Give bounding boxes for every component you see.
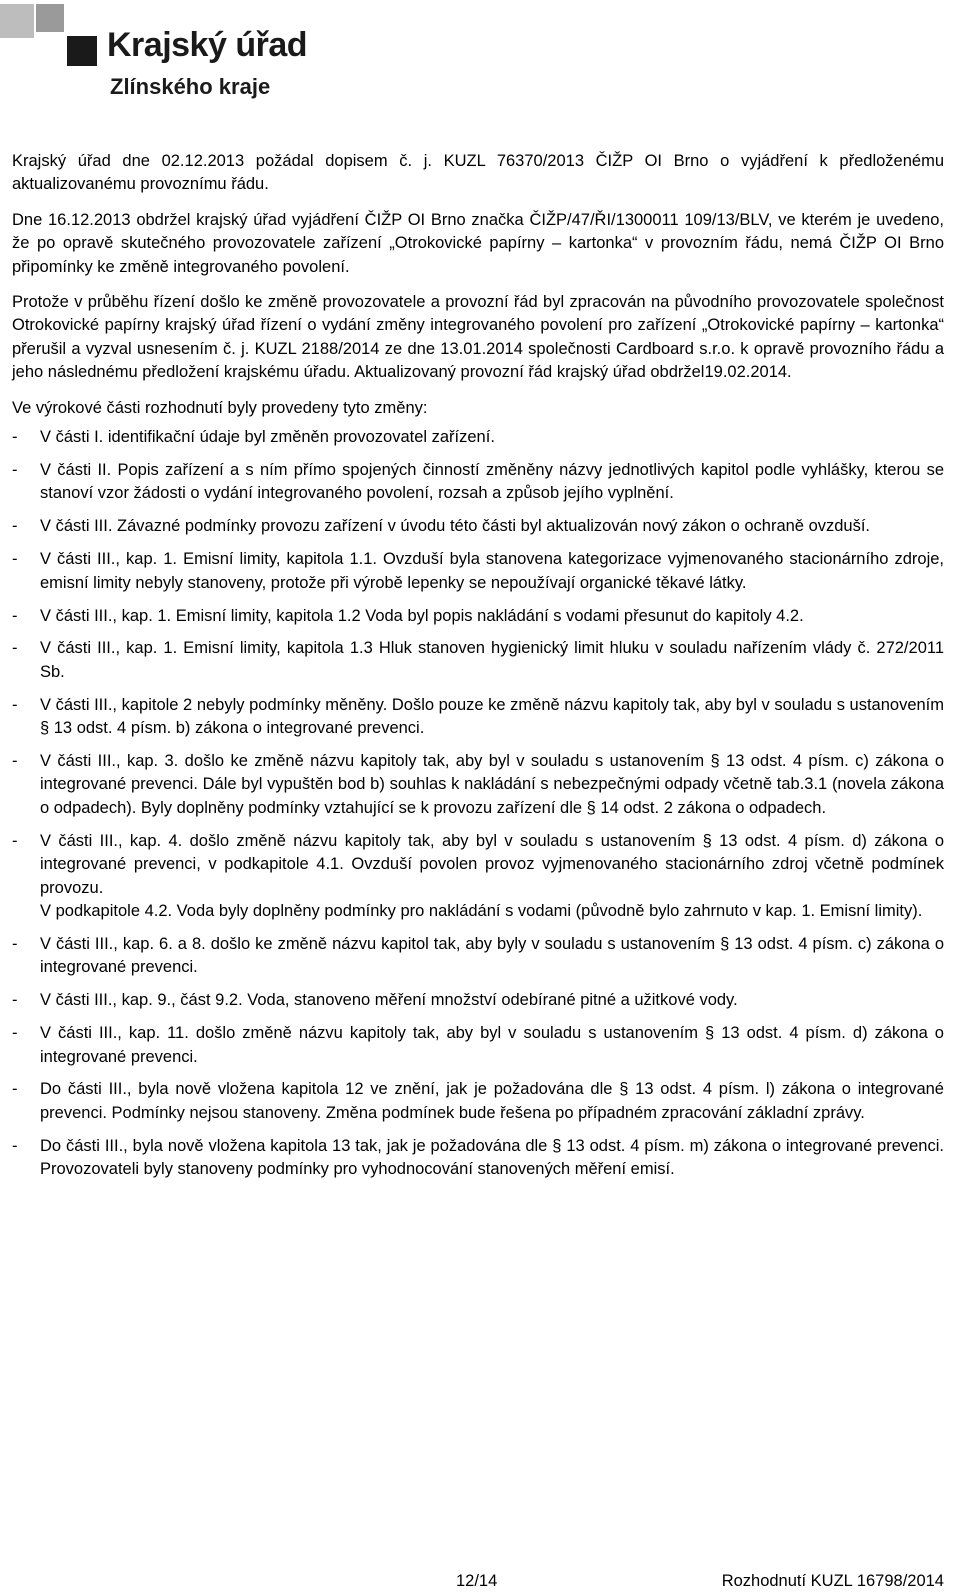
logo-square-dark	[67, 36, 97, 66]
list-item	[12, 605, 944, 628]
list-dash: -	[12, 517, 18, 536]
list-item-text: V části III. Závazné podmínky provozu zařízení v úvodu této části byl aktualizován nový zákon o ochraně ovzduší.	[40, 517, 871, 536]
paragraph: Ve výrokové části rozhodnutí byly provedeny tyto změny:	[12, 398, 428, 417]
logo-title: Krajský úřad	[107, 26, 307, 64]
page-number: 12/14	[456, 1572, 498, 1590]
logo-square-mid	[36, 4, 64, 32]
list-item-text: V části III., kap. 9., část 9.2. Voda, stanoveno měření množství odebírané pitné a užitkové vody.	[40, 991, 738, 1010]
list-item-subtext: V podkapitole 4.2. Voda byly doplněny podmínky pro nakládání s vodami (původně bylo zahrnuto v kap. 1. Emisní limity).	[40, 901, 923, 920]
list-dash: -	[12, 639, 18, 658]
document-reference: Rozhodnutí KUZL 16798/2014	[721, 1572, 944, 1590]
list-item	[12, 548, 944, 595]
list-item	[12, 830, 944, 924]
list-item-text: V části I. identifikační údaje byl změněn provozovatel zařízení.	[40, 428, 495, 447]
list-item	[12, 1078, 944, 1125]
document-body	[12, 150, 944, 1191]
list-dash: -	[12, 991, 18, 1010]
list-item-text: Do části III., byla nově vložena kapitola 13 tak, jak je požadována dle § 13 odst. 4 písm. m) zákona o integrované prevenci. Provozovateli byly stanoveny podmínky pro vyhodnocování stanovených měření emisí.	[40, 1136, 944, 1179]
list-item	[12, 515, 944, 538]
list-dash: -	[12, 695, 18, 714]
list-item-group	[40, 830, 944, 924]
list-item-text: Do části III., byla nově vložena kapitola 12 ve znění, jak je požadována dle § 13 odst. 4 písm. l) zákona o integrované prevenci. Podmínky nejsou stanoveny. Změna podmínek bude řešena po případném zpracování základní zprávy.	[40, 1080, 944, 1122]
list-item	[12, 694, 944, 741]
list-dash: -	[12, 550, 18, 569]
list-dash: -	[12, 606, 18, 625]
list-item-text: V části III., kap. 3. došlo ke změně názvu kapitoly tak, aby byl v souladu s ustanovením § 13 odst. 4 písm. c) zákona o integrované prevenci. Dále byl vypuštěn bod b) souhlas k nakládání s nebezpečnými odpady včetně tab.3.1 (novela zákona o odpadech). Byly doplněny podmínky vztahující se k provozu zařízení dle § 14 odst. 2 zákona o odpadech.	[40, 752, 944, 817]
list-item	[12, 426, 944, 449]
logo-subtitle: Zlínského kraje	[110, 74, 271, 99]
list-dash: -	[12, 1024, 18, 1043]
list-item-text: V části II. Popis zařízení a s ním přímo spojených činností změněny názvy jednotlivých kapitol podle vyhlášky, kterou se stanoví vzor žádosti o vydání integrovaného povolení, rozsah a způsob jejího vyplnění.	[40, 460, 944, 503]
paragraph: Krajský úřad dne 02.12.2013 požádal dopisem č. j. KUZL 76370/2013 ČIŽP OI Brno o vyjádření k předloženému aktualizovanému provoznímu řádu.	[12, 152, 944, 194]
list-item	[12, 637, 944, 684]
list-item	[12, 459, 944, 506]
logo	[0, 0, 320, 110]
list-item-text: V části III., kap. 4. došlo změně názvu kapitoly tak, aby byl v souladu s ustanovením § 13 odst. 4 písm. d) zákona o integrované prevenci, v podkapitole 4.1. Ovzduší povolen provoz vyjmenovaného stacionárního zdroj včetně podmínek provozu.	[40, 831, 944, 897]
list-dash: -	[12, 1080, 18, 1099]
paragraph: Dne 16.12.2013 obdržel krajský úřad vyjádření ČIŽP OI Brno značka ČIŽP/47/ŘI/1300011 109/13/BLV, ve kterém je uvedeno, že po opravě skutečného provozovatele zařízení „Otrokovické papírny – kartonka“ v provozním řádu, nemá ČIŽP OI Brno připomínky ke změně integrovaného povolení.	[12, 210, 944, 276]
list-dash: -	[12, 460, 18, 479]
list-item	[12, 1135, 944, 1182]
logo-square-light	[0, 4, 34, 38]
list-dash: -	[12, 831, 18, 850]
list-item	[12, 933, 944, 980]
list-item-text: V části III., kap. 1. Emisní limity, kapitola 1.1. Ovzduší byla stanovena kategorizace vyjmenovaného stacionárního zdroje, emisní limity nebyly stanoveny, protože při výrobě lepenky se nepoužívají organické těkavé látky.	[40, 550, 944, 592]
list-item-text: V části III., kapitole 2 nebyly podmínky měněny. Došlo pouze ke změně názvu kapitoly tak, aby byl v souladu s ustanovením § 13 odst. 4 písm. b) zákona o integrované prevenci.	[40, 695, 945, 738]
list-item	[12, 989, 944, 1012]
list-dash: -	[12, 752, 18, 771]
list-dash: -	[12, 1136, 18, 1155]
list-dash: -	[12, 428, 18, 447]
list-item-text: V části III., kap. 1. Emisní limity, kapitola 1.3 Hluk stanoven hygienický limit hluku v souladu nařízením vlády č. 272/2011 Sb.	[40, 639, 944, 681]
list-item	[12, 1022, 944, 1069]
list-item-text: V části III., kap. 11. došlo změně názvu kapitoly tak, aby byl v souladu s ustanovením § 13 odst. 4 písm. d) zákona o integrované prevenci.	[40, 1024, 944, 1066]
list-dash: -	[12, 934, 18, 953]
paragraph: Protože v průběhu řízení došlo ke změně provozovatele a provozní řád byl zpracován na původního provozovatele společnost Otrokovické papírny krajský úřad řízení o vydání změny integrovaného povolení pro zařízení „Otrokovické papírny – kartonka“ přerušil a vyzval usnesením č. j. KUZL 2188/2014 ze dne 13.01.2014 společnosti Cardboard s.r.o. k opravě provozního řádu a jeho následnému předložení krajskému úřadu. Aktualizovaný provozní řád krajský úřad obdržel19.02.2014.	[12, 293, 944, 382]
list-item-text: V části III., kap. 6. a 8. došlo ke změně názvu kapitol tak, aby byly v souladu s ustanovením § 13 odst. 4 písm. c) zákona o integrované prevenci.	[40, 934, 944, 977]
list-item-text: V části III., kap. 1. Emisní limity, kapitola 1.2 Voda byl popis nakládání s vodami přesunut do kapitoly 4.2.	[40, 606, 804, 625]
list-item	[12, 750, 944, 820]
